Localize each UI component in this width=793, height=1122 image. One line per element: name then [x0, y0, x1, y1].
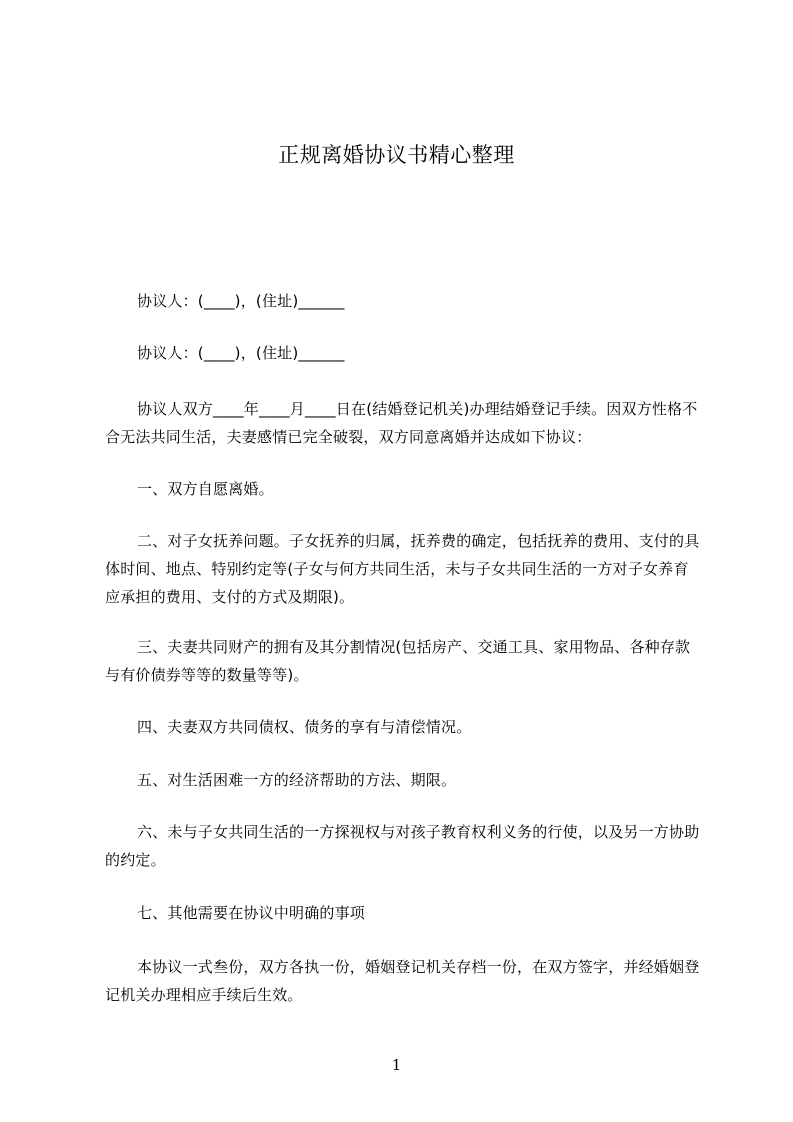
page-number: 1 — [391, 1056, 402, 1074]
party-a-line: 协议人：(____)，(住址)______ — [137, 292, 345, 310]
clause-4: 四、夫妻双方共同债权、债务的享有与清偿情况。 — [137, 718, 472, 736]
preamble-paragraph: 协议人双方____年____月____日在(结婚登记机关)办理结婚登记手续。因双方性格不合无法共同生活，夫妻感情已完全破裂，双方同意离婚并达成如下协议： — [105, 400, 698, 446]
clause-2: 二、对子女抚养问题。子女抚养的归属，抚养费的确定，包括抚养的费用、支付的具体时间、地点、特别约定等(子女与何方共同生活，未与子女共同生活的一方对子女养育应承担的费用、支付的方式及期限)。 — [105, 532, 700, 606]
closing-paragraph: 本协议一式叁份，双方各执一份，婚姻登记机关存档一份，在双方签字，并经婚姻登记机关办理相应手续后生效。 — [105, 958, 700, 1004]
clause-6: 六、未与子女共同生活的一方探视权与对孩子教育权利义务的行使，以及另一方协助的约定。 — [105, 823, 700, 869]
clause-1: 一、双方自愿离婚。 — [137, 480, 274, 498]
document-title: 正规离婚协议书精心整理 — [278, 143, 515, 167]
clause-7: 七、其他需要在协议中明确的事项 — [137, 904, 366, 922]
party-b-line: 协议人：(____)，(住址)______ — [137, 344, 345, 362]
clause-5: 五、对生活困难一方的经济帮助的方法、期限。 — [137, 771, 457, 789]
clause-3: 三、夫妻共同财产的拥有及其分割情况(包括房产、交通工具、家用物品、各种存款与有价债券等等的数量等等)。 — [105, 638, 691, 684]
